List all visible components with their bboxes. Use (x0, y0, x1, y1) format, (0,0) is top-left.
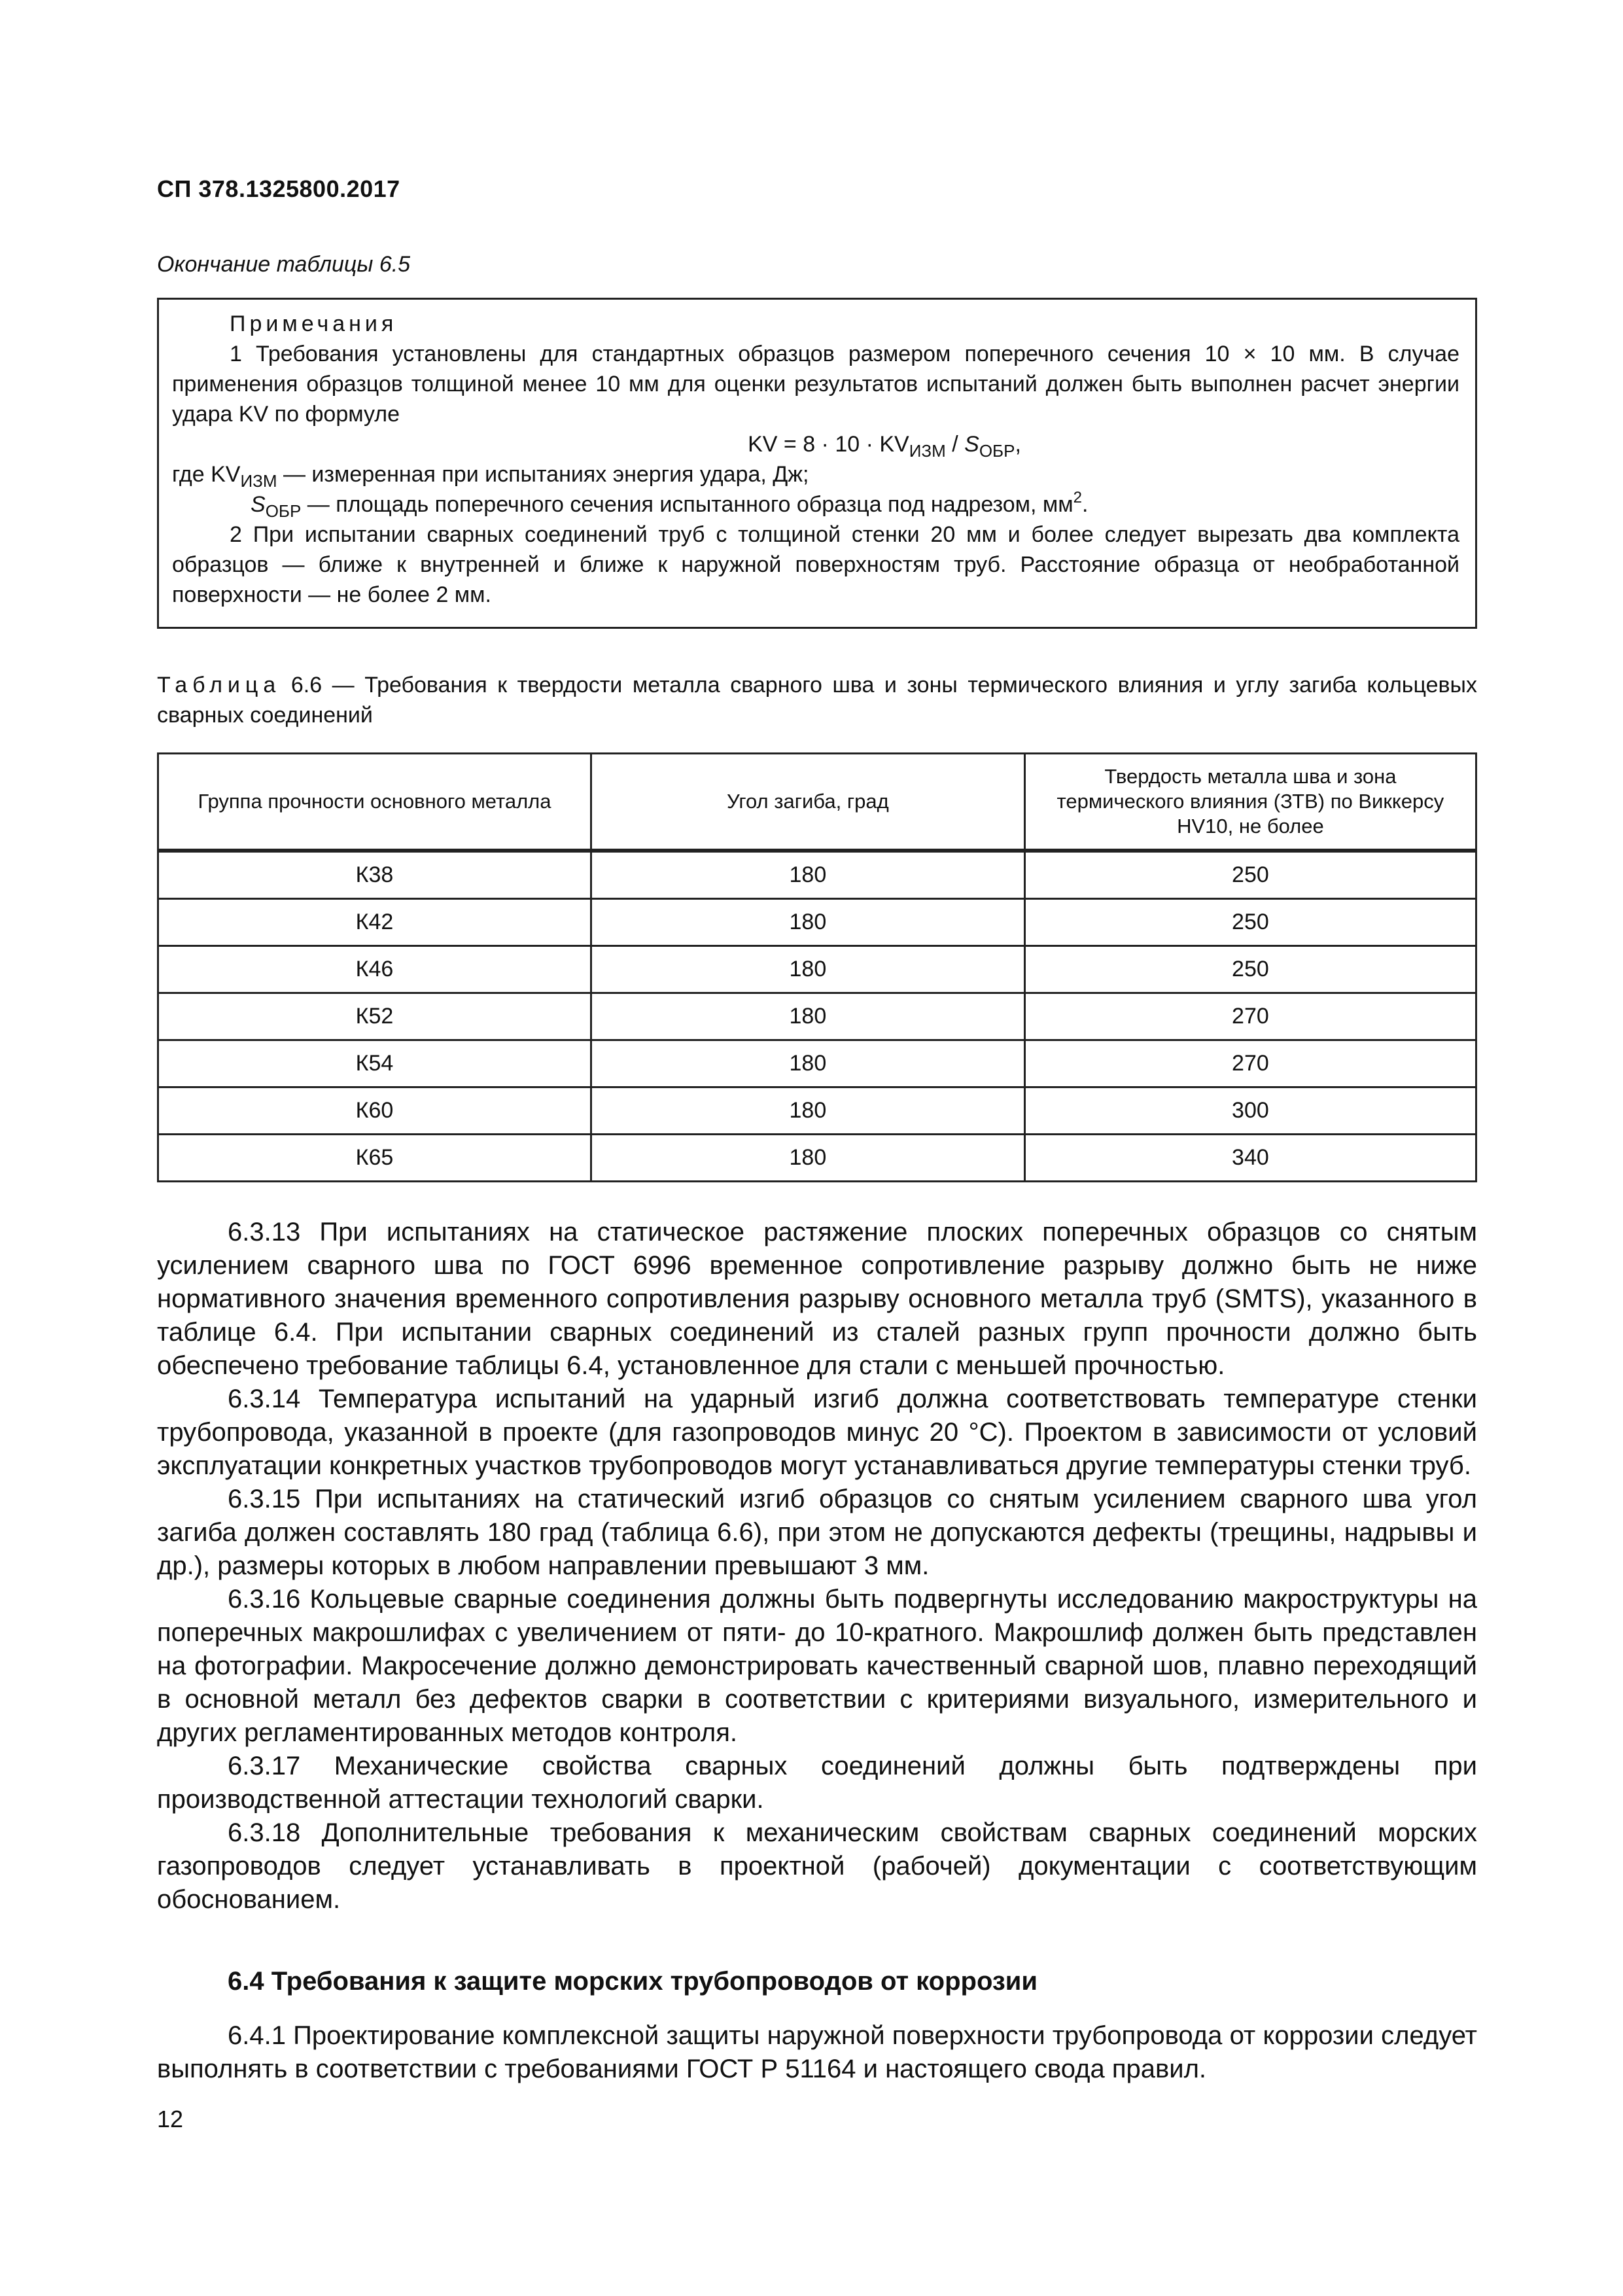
document-code: СП 378.1325800.2017 (157, 175, 400, 202)
cell-angle: 180 (591, 1135, 1024, 1182)
section-text (157, 2019, 1477, 2086)
def2-sub: ОБР (265, 501, 302, 521)
table-caption-text: 6.6 — Требования к твердости металла сварного шва и зоны термического влияния и углу загиба кольцевых сварных соединений (157, 673, 1477, 728)
cell-hardness: 250 (1024, 899, 1476, 946)
def1-text: — измеренная при испытаниях энергия удара, Дж; (277, 462, 809, 487)
cell-group: К42 (158, 899, 591, 946)
table-header-row (158, 754, 1476, 851)
cell-hardness: 250 (1024, 946, 1476, 993)
definition-s (172, 489, 1459, 520)
notes-title: Примечания (230, 311, 398, 336)
table-row (158, 993, 1476, 1040)
clause-6-3-16: 6.3.16 Кольцевые сварные соединения должны быть подвергнуты исследованию макроструктуры на поперечных макрошлифах с увеличением от пяти- до 10-кратного. Макрошлиф должен быть представлен на фотографии. Макросечение должно демонстрировать качественный сварной шов, плавно переходящий в основной металл без дефектов сварки в соответствии с критериями визуального, измерительного и других регламентированных методов контроля. (157, 1585, 1477, 1747)
cell-hardness: 250 (1024, 851, 1476, 899)
cell-group: К60 (158, 1087, 591, 1135)
notes-box (157, 298, 1477, 629)
formula-main: KV = 8 · 10 · KV (748, 432, 909, 457)
cell-group: К54 (158, 1040, 591, 1087)
table-row (158, 851, 1476, 899)
def2-s: S (251, 492, 266, 517)
cell-hardness: 270 (1024, 1040, 1476, 1087)
hardness-table (157, 752, 1477, 1182)
formula-end: , (1015, 432, 1021, 457)
section-heading: 6.4 Требования к защите морских трубопроводов от коррозии (228, 1967, 1038, 1996)
clause-6-3-15: 6.3.15 При испытаниях на статический изгиб образцов со снятым усилением сварного шва угол загиба должен составлять 180 град (таблица 6.6), при этом не допускаются дефекты (трещины, надрывы и др.), размеры которых в любом направлении превышают 3 мм. (157, 1485, 1477, 1580)
cell-angle: 180 (591, 993, 1024, 1040)
cell-angle: 180 (591, 851, 1024, 899)
table-caption-label: Таблица (157, 673, 281, 698)
table-caption (157, 670, 1477, 730)
table-row (158, 946, 1476, 993)
clause-6-3-17: 6.3.17 Механические свойства сварных соединений должны быть подтверждены при производственной аттестации технологий сварки. (157, 1752, 1477, 1814)
note-2: 2 При испытании сварных соединений труб с толщиной стенки 20 мм и более следует вырезать два комплекта образцов — ближе к внутренней и ближе к наружной поверхностям труб. Расстояние образца от необработанной поверхности — не более 2 мм. (172, 522, 1459, 607)
cell-group: К65 (158, 1135, 591, 1182)
table-row (158, 1087, 1476, 1135)
def2-end: . (1082, 492, 1089, 517)
cell-angle: 180 (591, 1087, 1024, 1135)
clause-6-3-13: 6.3.13 При испытаниях на статическое растяжение плоских поперечных образцов со снятым усилением сварного шва по ГОСТ 6996 временное сопротивление разрыву должно быть не ниже нормативного значения временного сопротивления разрыву основного металла труб (SMTS), указанного в таблице 6.4. При испытании сварных соединений из сталей разных групп прочности должно быть обеспечено требование таблицы 6.4, установленное для стали с меньшей прочностью. (157, 1218, 1477, 1380)
table-row (158, 1040, 1476, 1087)
clause-6-3-18: 6.3.18 Дополнительные требования к механическим свойствам сварных соединений морских газопроводов следует устанавливать в проектной (рабочей) документации с соответствующим обоснованием. (157, 1818, 1477, 1914)
cell-hardness: 340 (1024, 1135, 1476, 1182)
def2-text: — площадь поперечного сечения испытанного образца под надрезом, мм (301, 492, 1073, 517)
cell-group: К46 (158, 946, 591, 993)
formula (172, 429, 1459, 459)
header-strength-group: Группа прочности основного металла (158, 754, 591, 851)
note-1: 1 Требования установлены для стандартных образцов размером поперечного сечения 10 × 10 мм. В случае применения образцов толщиной менее 10 мм для оценки результатов испытаний должен быть выполнен расчет энергии удара KV по формуле (172, 342, 1459, 427)
page-number: 12 (157, 2106, 184, 2132)
cell-angle: 180 (591, 1040, 1024, 1087)
formula-sub-izm: ИЗМ (909, 441, 946, 461)
cell-hardness: 270 (1024, 993, 1476, 1040)
def1-prefix: где KV (172, 462, 241, 487)
cell-hardness: 300 (1024, 1087, 1476, 1135)
formula-s: S (964, 432, 979, 457)
table-continuation-label: Окончание таблицы 6.5 (157, 252, 411, 277)
cell-group: К52 (158, 993, 591, 1040)
cell-group: К38 (158, 851, 591, 899)
table-row (158, 899, 1476, 946)
header-hardness: Твердость металла шва и зона термического влияния (ЗТВ) по Виккерсу HV10, не более (1024, 754, 1476, 851)
definition-kv (172, 459, 1459, 489)
formula-sub-obr: ОБР (979, 441, 1015, 461)
def1-sub: ИЗМ (240, 471, 277, 491)
clause-6-3-14: 6.3.14 Температура испытаний на ударный изгиб должна соответствовать температуре стенки трубопровода, указанной в проекте (для газопроводов минус 20 °С). Проектом в зависимости от условий эксплуатации конкретных участков трубопроводов могут устанавливаться другие температуры стенки труб. (157, 1385, 1477, 1480)
formula-sep: / (945, 432, 965, 457)
cell-angle: 180 (591, 899, 1024, 946)
header-bend-angle: Угол загиба, град (591, 754, 1024, 851)
table-row (158, 1135, 1476, 1182)
cell-angle: 180 (591, 946, 1024, 993)
body-text (157, 1216, 1477, 1916)
clause-6-4-1: 6.4.1 Проектирование комплексной защиты наружной поверхности трубопровода от коррозии следует выполнять в соответствии с требованиями ГОСТ Р 51164 и настоящего свода правил. (157, 2021, 1477, 2083)
def2-sup: 2 (1073, 489, 1083, 506)
